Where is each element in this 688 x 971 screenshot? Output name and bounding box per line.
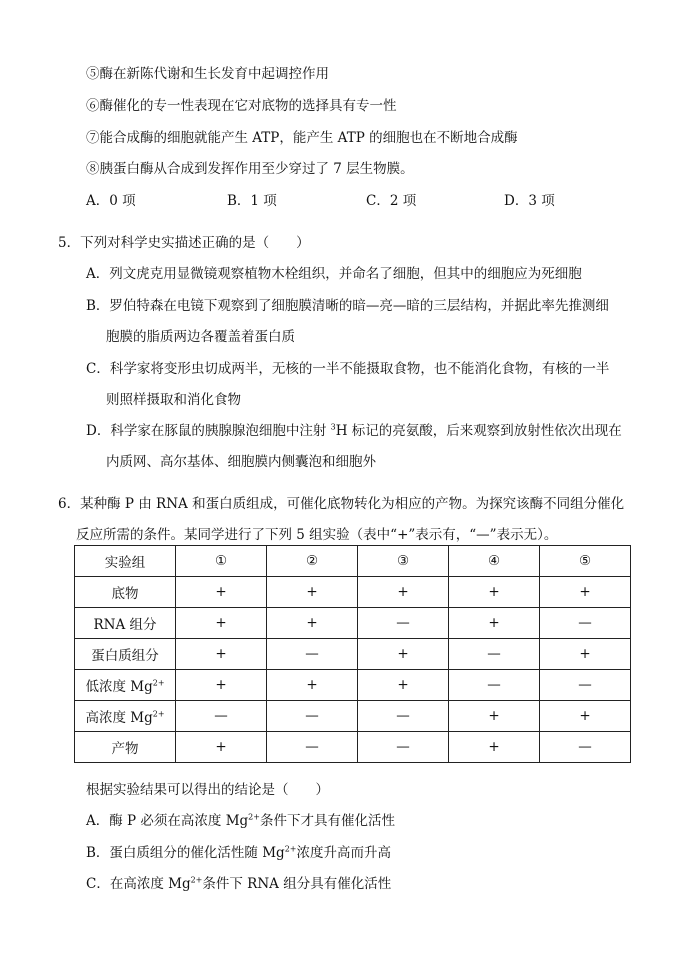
- table-cell: —: [267, 639, 358, 670]
- table-row: [75, 732, 631, 763]
- table-row: [75, 577, 631, 608]
- q4-option-d: D．3 项: [504, 193, 555, 209]
- table-cell: +: [449, 732, 540, 763]
- table-cell: —: [267, 732, 358, 763]
- table-cell: +: [176, 732, 267, 763]
- table-cell: +: [176, 577, 267, 608]
- table-cell: —: [540, 670, 631, 701]
- q5-option-b-line1: B．罗伯特森在电镜下观察到了细胞膜清晰的暗—亮—暗的三层结构，并据此率先推测细: [86, 298, 609, 314]
- table-cell: +: [176, 670, 267, 701]
- table-cell: +: [267, 670, 358, 701]
- q6-option-c: C．在高浓度 $Mg^{2+}$条件下 RNA 组分具有催化活性: [86, 875, 392, 892]
- q5-option-d-line2: 内质网、高尔基体、细胞膜内侧囊泡和细胞外: [106, 454, 376, 470]
- table-row: [75, 701, 631, 732]
- table-cell: —: [358, 608, 449, 639]
- table-row: [75, 639, 631, 670]
- superscript: 3: [330, 422, 336, 432]
- q6-stem-line1: 6．某种酶 P 由 RNA 和蛋白质组成，可催化底物转化为相应的产物。为探究该酶不同组分催化: [58, 496, 625, 512]
- experiment-table: [74, 545, 631, 763]
- q6-stem-line2: 反应所需的条件。某同学进行了下列 5 组实验（表中“+”表示有，“—”表示无）。: [76, 527, 558, 543]
- table-cell: +: [449, 701, 540, 732]
- table-cell: —: [540, 608, 631, 639]
- table-header-cell: ④: [449, 546, 540, 577]
- table-cell: —: [449, 639, 540, 670]
- table-cell: +: [358, 670, 449, 701]
- statement-7: ⑦能合成酶的细胞就能产生 ATP，能产生 ATP 的细胞也在不断地合成酶: [86, 130, 518, 146]
- table-cell: +: [358, 639, 449, 670]
- q5-option-b-line2: 胞膜的脂质两边各覆盖着蛋白质: [106, 329, 295, 345]
- table-cell: +: [540, 577, 631, 608]
- table-header-cell: ①: [176, 546, 267, 577]
- table-cell: —: [267, 701, 358, 732]
- q4-option-b: B．1 项: [227, 193, 277, 209]
- table-cell: —: [176, 701, 267, 732]
- table-row: [75, 608, 631, 639]
- row-label: 高浓度 $Mg^{2+}$: [75, 701, 176, 732]
- table-cell: +: [176, 608, 267, 639]
- q6-conclusion-prompt: 根据实验结果可以得出的结论是（ ）: [86, 782, 329, 798]
- row-label: RNA 组分: [75, 608, 176, 639]
- q5-option-c-line2: 则照样摄取和消化食物: [106, 392, 241, 408]
- table-header-cell: ③: [358, 546, 449, 577]
- table-cell: +: [176, 639, 267, 670]
- statement-8: ⑧胰蛋白酶从合成到发挥作用至少穿过了 7 层生物膜。: [86, 161, 414, 177]
- q6-option-b: B．蛋白质组分的催化活性随 $Mg^{2+}$浓度升高而升高: [86, 844, 391, 861]
- table-cell: +: [449, 577, 540, 608]
- q5-option-c-line1: C．科学家将变形虫切成两半，无核的一半不能摄取食物，也不能消化食物，有核的一半: [86, 361, 610, 377]
- table-cell: +: [540, 701, 631, 732]
- table-cell: +: [540, 639, 631, 670]
- statement-6: ⑥酶催化的专一性表现在它对底物的选择具有专一性: [86, 98, 397, 114]
- row-label: 低浓度 $Mg^{2+}$: [75, 670, 176, 701]
- table-header-cell: ⑤: [540, 546, 631, 577]
- q6-option-a: A．酶 P 必须在高浓度 $Mg^{2+}$条件下才具有催化活性: [86, 812, 395, 829]
- table-cell: —: [540, 732, 631, 763]
- q5-option-a: A．列文虎克用显微镜观察植物木栓组织，并命名了细胞，但其中的细胞应为死细胞: [86, 266, 582, 282]
- table-cell: —: [358, 732, 449, 763]
- table-cell: —: [358, 701, 449, 732]
- table-cell: —: [449, 670, 540, 701]
- row-label: 蛋白质组分: [75, 639, 176, 670]
- row-label: 产物: [75, 732, 176, 763]
- table-header-cell: ②: [267, 546, 358, 577]
- table-row: [75, 670, 631, 701]
- table-header-cell: 实验组: [75, 546, 176, 577]
- q5-stem: 5．下列对科学史实描述正确的是（ ）: [58, 235, 310, 251]
- table-cell: +: [449, 608, 540, 639]
- statement-5: ⑤酶在新陈代谢和生长发育中起调控作用: [86, 66, 329, 82]
- table-header-row: [75, 546, 631, 577]
- q4-option-c: C．2 项: [366, 193, 417, 209]
- row-label: 底物: [75, 577, 176, 608]
- q5-option-d-line1: D．科学家在豚鼠的胰腺腺泡细胞中注射 $^3$H 标记的亮氨酸，后来观察到放射性依次出现在: [86, 422, 622, 439]
- table-cell: +: [358, 577, 449, 608]
- table-cell: +: [267, 577, 358, 608]
- q4-option-a: A．0 项: [86, 193, 136, 209]
- table-cell: +: [267, 608, 358, 639]
